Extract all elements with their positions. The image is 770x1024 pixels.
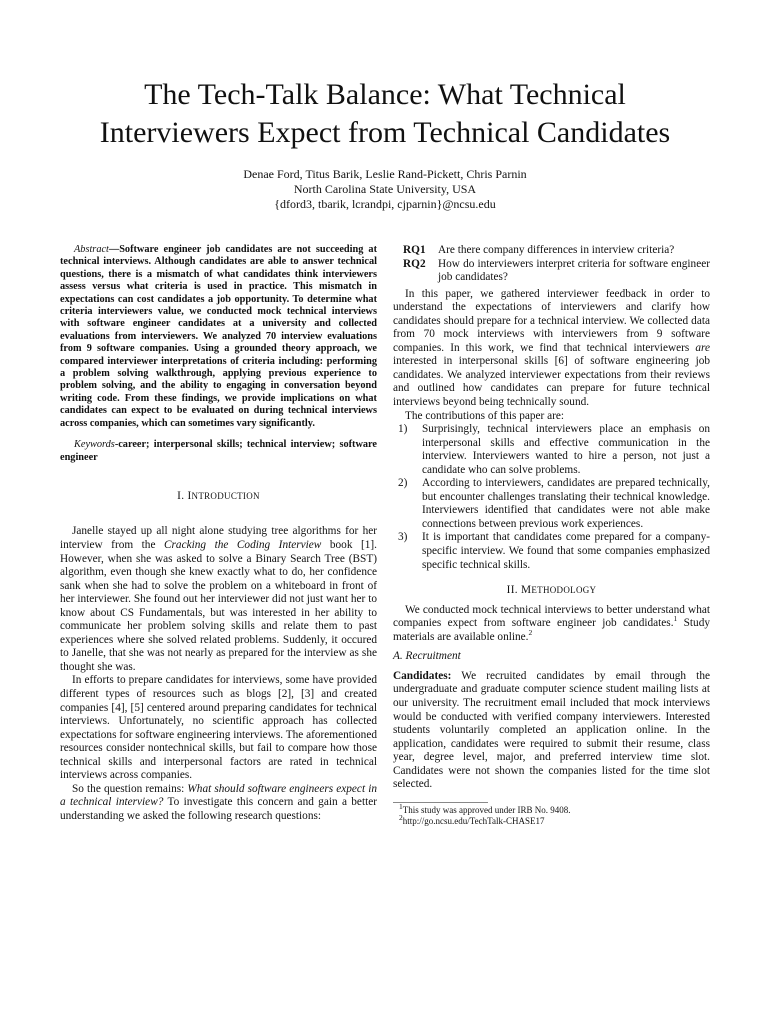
methodology-paragraph: We conducted mock technical interviews to better understand what companies expect from software engineer job candidates.$^1$ Study materials are available online.$^2$ xyxy=(393,603,710,643)
intro-paragraph-1: Janelle stayed up all night alone studying tree algorithms for her interview from the Cracking the Coding Interview book [1]. However, when she was asked to solve a Binary Search Tree (BST) algorithm, even though she knew exactly what to do, her confidence sank when she had to solve the problem on a whiteboard in front of her interviewer. She found out her interviewer did not just want her to know about CS Fundamentals, but was interested in her ability to communicate her problem solving skills and relate them to past experiences where she solved related problems. Suddenly, it occured to Janelle, that she was not nearly as prepared for the interview as she thought she was. xyxy=(60,525,377,673)
author-block xyxy=(0,167,770,212)
footnote-ref-1: 1 xyxy=(673,614,678,624)
author-affiliation: North Carolina State University, USA xyxy=(293,182,477,196)
rq1-label: RQ1 xyxy=(403,244,426,256)
recruitment-heading: A. Recruitment xyxy=(393,650,461,663)
title-line-2: Interviewers Expect from Technical Candidates xyxy=(99,116,671,149)
abstract-text: —Software engineer job candidates are not succeeding at technical interviews. Although candidates are able to answer technical questions, there is a mismatch of what candidates think interviewers assess versus what criteria is used in practice. This mismatch in expectations can cost candidates a job opportunity. To determine what criteria interviewers value, we conducted mock technical interviews with software engineer candidates at a university and collected evaluations from interviewers. We analyzed 70 interview evaluations from 9 software companies. Using a grounded theory approach, we compared interviewer interpretations of criteria including: performing a problem solving walkthrough, applying previous experience to problem solving, and the ability to engaging in conversation beyond writing code. From these findings, we provide implications on what candidates can expect to be evaluated on during technical interviews across companies, which can sometimes vary significantly. xyxy=(60,244,377,429)
rq1-text: Are there company differences in interview criteria? xyxy=(438,244,675,256)
contribution-item: 1) Surprisingly, technical interviewers place an emphasis on interpersonal skills and effective communication in the interview. Interviewers wanted to hire a person, not just a candidate who can solve problems. xyxy=(398,423,710,476)
abstract xyxy=(60,244,377,430)
footnote-2: $^2$http://go.ncsu.edu/TechTalk-CHASE17 xyxy=(399,812,545,826)
intro-paragraph-2: In efforts to prepare candidates for interviews, some have provided different types of resources such as blogs [2], [3] and created companies [4], [5] centered around preparing candidates for technical interviews. Unfortunately, no scientific approach has collected expectations for software engineering interviews. The aforementioned resources consider nontechnical skills, but fail to compare how those technical skills and interpersonal factors are rated in technical interviews across companies. xyxy=(60,674,377,782)
research-question-1 xyxy=(393,244,710,258)
footnote-ref-2: 2 xyxy=(528,628,533,637)
author-names: Denae Ford, Titus Barik, Leslie Rand-Pickett, Chris Parnin xyxy=(243,167,527,181)
title-line-1: The Tech-Talk Balance: What Technical xyxy=(144,78,626,111)
contributions-intro: The contributions of this paper are: xyxy=(405,409,565,422)
keywords-label: Keywords xyxy=(74,439,115,451)
intro-paragraph-3: So the question remains: What should software engineers expect in a technical interview? To investigate this concern and gain a better understanding we asked the following research questions: xyxy=(60,782,378,822)
overview-paragraph: In this paper, we gathered interviewer feedback in order to understand the expectations of interviewers and clarify how candidates should prepare for a technical interview. We collected data from 70 mock interviews with interviewers from 9 software companies. In this work, we find that technical interviewers are interested in interpersonal skills [6] of software engineering job candidates. We analyzed interviewer expectations from their reviews and outlined how candidates can prepare for future technical interviews beyond being technically sound. xyxy=(393,287,710,409)
footnotes xyxy=(393,801,571,827)
rq2-label: RQ2 xyxy=(403,257,426,270)
introduction-heading: I. INTRODUCTION xyxy=(177,489,260,502)
footnote-1: $^1$This study was approved under IRB No. 9408. xyxy=(399,801,571,815)
candidates-label: Candidates: xyxy=(393,669,452,682)
research-question-2 xyxy=(393,258,710,285)
keywords xyxy=(60,439,377,464)
right-column xyxy=(393,244,710,827)
rq2-text: How do interviewers interpret criteria for software engineer job candidates? xyxy=(438,257,710,284)
contribution-item: 3) It is important that candidates come prepared for a company-specific interview. We found that some companies emphasized specific technical skills. xyxy=(398,531,710,571)
author-emails: {dford3, tbarik, lcrandpi, cjparnin}@ncsu.edu xyxy=(274,197,496,211)
abstract-label: Abstract xyxy=(74,244,109,255)
left-column xyxy=(60,244,377,823)
recruitment-paragraph: Candidates: We recruited candidates by email through the undergraduate and graduate computer science student mailing lists at our university. The recruitment email included that mock interviews would be conducted with verified company interviewers. Interested students voluntarily completed an application online. In the application, candidates were required to submit their resume, class year, degree level, major, and preferred interview time slot. Candidates were not shown the companies listed for the time slot selected. xyxy=(393,669,710,791)
paper-title xyxy=(0,76,770,152)
keywords-text: -career; interpersonal skills; technical interview; software engineer xyxy=(60,439,377,463)
methodology-heading: II. METHODOLOGY xyxy=(506,584,597,597)
contribution-item: 2) According to interviewers, candidates are prepared technically, but encounter challenges translating their technical knowledge. Interviewers identified that candidates were not able make connections between previous work experiences. xyxy=(398,477,710,530)
